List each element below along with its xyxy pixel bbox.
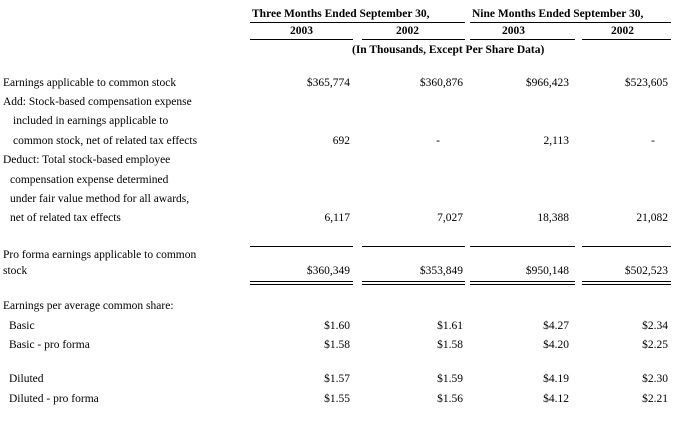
subtotal-rule-2 xyxy=(362,246,465,247)
header-rule-nine xyxy=(470,22,671,23)
total-rule-3b xyxy=(470,284,575,285)
diluted-proforma-label: Diluted - pro forma xyxy=(9,393,99,405)
total-rule-2a xyxy=(362,281,465,282)
proforma-val-4: $502,523 xyxy=(624,265,668,277)
year-col-2: 2002 xyxy=(396,25,419,37)
add-val-3: 2,113 xyxy=(543,135,569,147)
total-rule-4a xyxy=(582,281,671,282)
deduct-val-1: 6,117 xyxy=(324,212,350,224)
year-col-3: 2003 xyxy=(502,25,525,37)
basic-val-1: $1.60 xyxy=(324,320,350,332)
year-rule-2 xyxy=(362,39,465,40)
basic-label: Basic xyxy=(9,320,35,332)
total-rule-4b xyxy=(582,284,671,285)
subtotal-rule-4 xyxy=(582,246,671,247)
deduct-label-3: under fair value method for all awards, xyxy=(10,193,190,205)
basic-proforma-val-3: $4.20 xyxy=(543,339,569,351)
subtotal-rule-3 xyxy=(470,246,575,247)
proforma-val-2: $353,849 xyxy=(419,265,463,277)
deduct-val-4: 21,082 xyxy=(636,212,668,224)
diluted-val-1: $1.57 xyxy=(324,373,350,385)
header-nine-months: Nine Months Ended September 30, xyxy=(472,8,644,20)
add-label-3: common stock, net of related tax effects xyxy=(13,135,198,147)
diluted-val-4: $2.30 xyxy=(642,373,668,385)
year-col-1: 2003 xyxy=(290,25,313,37)
header-rule-three xyxy=(250,22,465,23)
proforma-label-1: Pro forma earnings applicable to common xyxy=(3,249,197,261)
deduct-label-4: net of related tax effects xyxy=(10,212,121,224)
diluted-val-3: $4.19 xyxy=(543,373,569,385)
basic-proforma-val-2: $1.58 xyxy=(437,339,463,351)
deduct-val-2: 7,027 xyxy=(437,212,463,224)
basic-val-4: $2.34 xyxy=(642,320,668,332)
subtotal-rule-1 xyxy=(250,246,353,247)
basic-proforma-label: Basic - pro forma xyxy=(9,339,90,351)
diluted-val-2: $1.59 xyxy=(437,373,463,385)
year-rule-4 xyxy=(582,39,671,40)
proforma-label-2: stock xyxy=(3,265,28,277)
eps-header: Earnings per average common share: xyxy=(3,300,174,312)
diluted-label: Diluted xyxy=(9,373,44,385)
add-val-1: 692 xyxy=(332,135,350,147)
diluted-proforma-val-3: $4.12 xyxy=(543,393,569,405)
total-rule-1b xyxy=(250,284,353,285)
basic-val-3: $4.27 xyxy=(543,320,569,332)
deduct-label-1: Deduct: Total stock-based employee xyxy=(3,154,171,166)
diluted-proforma-val-4: $2.21 xyxy=(642,393,668,405)
diluted-proforma-val-1: $1.55 xyxy=(324,393,350,405)
add-val-2: - xyxy=(436,135,440,147)
add-val-4: - xyxy=(651,135,655,147)
diluted-proforma-val-2: $1.56 xyxy=(437,393,463,405)
basic-proforma-val-1: $1.58 xyxy=(324,339,350,351)
earnings-val-3: $966,423 xyxy=(525,77,569,89)
total-rule-3a xyxy=(470,281,575,282)
add-label-2: included in earnings applicable to xyxy=(13,115,169,127)
earnings-val-4: $523,605 xyxy=(624,77,668,89)
deduct-label-2: compensation expense determined xyxy=(10,174,169,186)
earnings-val-2: $360,876 xyxy=(419,77,463,89)
proforma-val-3: $950,148 xyxy=(525,265,569,277)
year-rule-1 xyxy=(250,39,353,40)
basic-val-2: $1.61 xyxy=(437,320,463,332)
basic-proforma-val-4: $2.25 xyxy=(642,339,668,351)
deduct-val-3: 18,388 xyxy=(537,212,569,224)
add-label-1: Add: Stock-based compensation expense xyxy=(3,96,192,108)
year-col-4: 2002 xyxy=(611,25,634,37)
units-note: (In Thousands, Except Per Share Data) xyxy=(352,44,545,56)
total-rule-1a xyxy=(250,281,353,282)
earnings-val-1: $365,774 xyxy=(306,77,350,89)
year-rule-3 xyxy=(470,39,575,40)
proforma-val-1: $360,349 xyxy=(306,265,350,277)
total-rule-2b xyxy=(362,284,465,285)
earnings-label: Earnings applicable to common stock xyxy=(3,77,177,89)
header-three-months: Three Months Ended September 30, xyxy=(252,8,430,20)
